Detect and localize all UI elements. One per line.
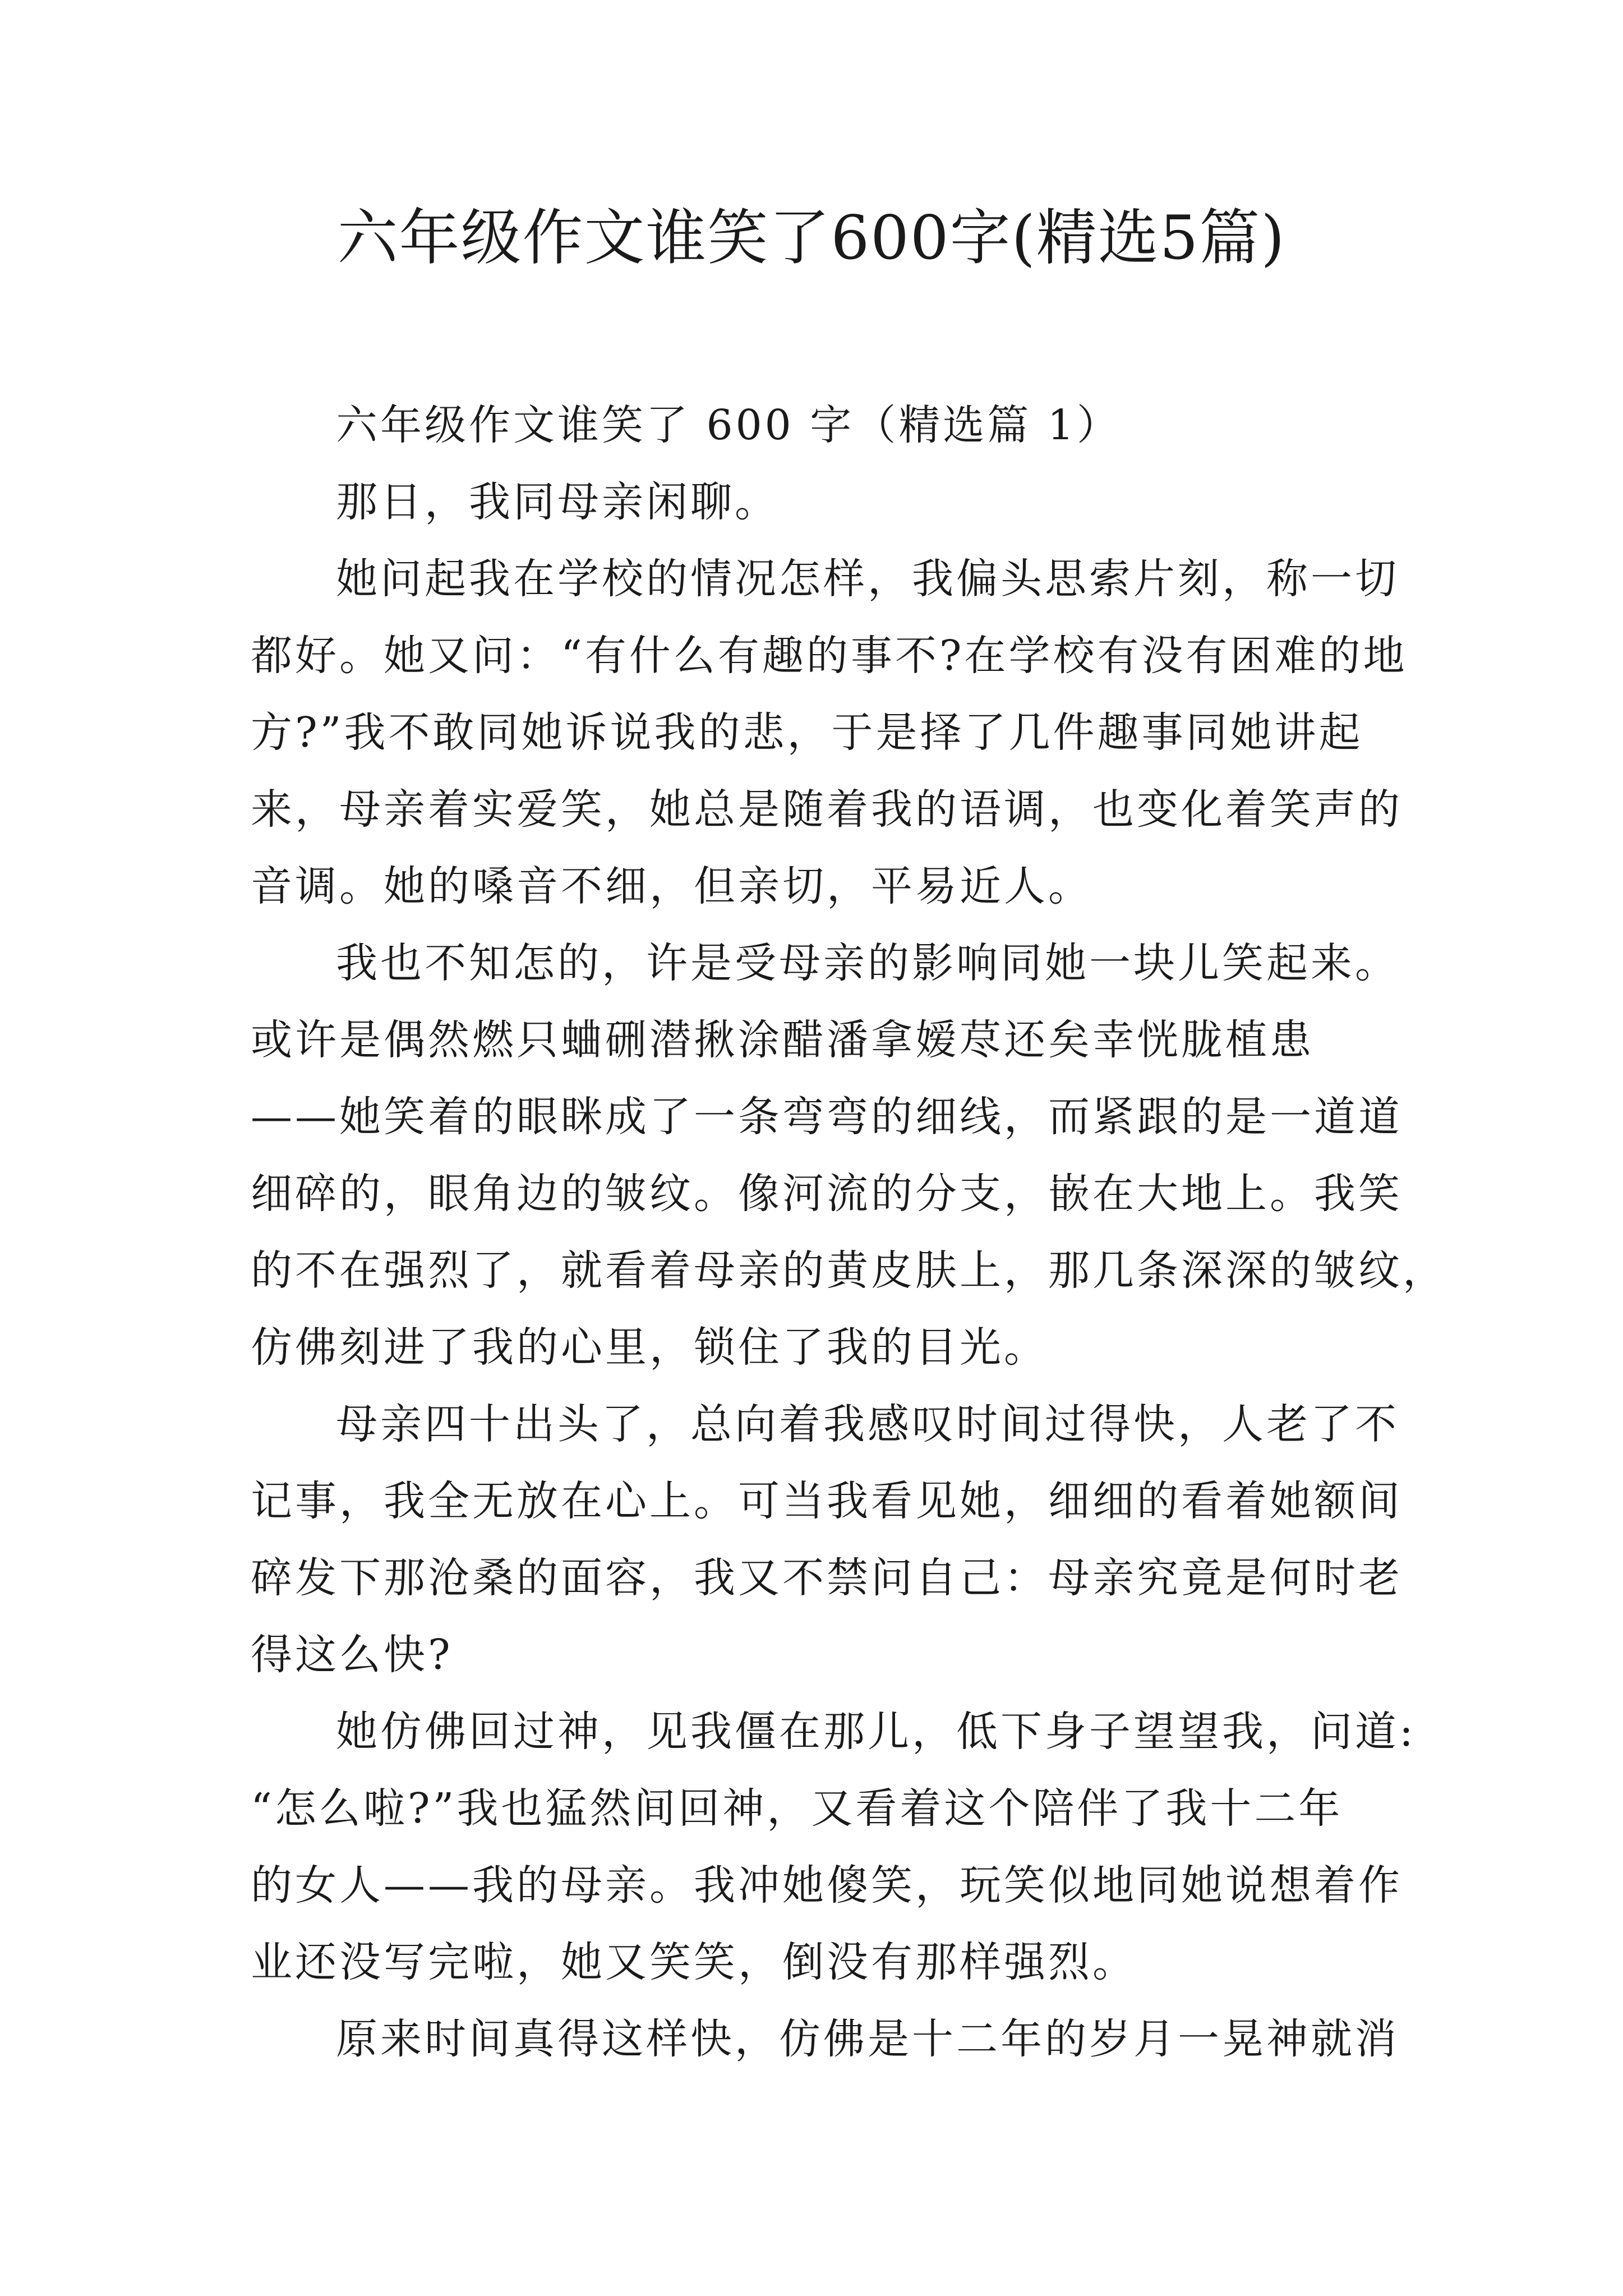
text-line: 她仿佛回过神，见我僵在那儿，低下身子望望我，问道:: [336, 1708, 1416, 1756]
text-line: 母亲四十出头了，总向着我感叹时间过得快，人老了不: [336, 1400, 1399, 1448]
paragraph: [251, 1386, 1403, 1694]
text-line: 细碎的，眼角边的皱纹。像河流的分支，嵌在大地上。我笑: [251, 1170, 1403, 1218]
paragraph: [251, 1694, 1416, 2001]
text-line: ——她笑着的眼眯成了一条弯弯的细线，而紧跟的是一道道: [251, 1093, 1403, 1141]
paragraph: [251, 925, 1447, 1386]
text-line: 音调。她的嗓音不细，但亲切，平易近人。: [251, 862, 1092, 910]
text-line: 或许是偶然燃只蛐硎潜揪涂醋潘拿嫒荩还矣幸恍胧植患: [251, 1016, 1314, 1064]
text-line: 她问起我在学校的情况怎样，我偏头思索片刻，称一切: [336, 555, 1399, 603]
text-line: 记事，我全无放在心上。可当我看见她，细细的看着她额间: [251, 1477, 1403, 1525]
text-line: 仿佛刻进了我的心里，锁住了我的目光。: [251, 1323, 1048, 1372]
text-line: 我也不知怎的，许是受母亲的影响同她一块儿笑起来。: [336, 939, 1399, 987]
paragraph: [251, 2001, 1399, 2078]
text-line: 那日，我同母亲闲聊。: [336, 478, 779, 526]
paragraph: [251, 541, 1408, 925]
text-line: 的女人——我的母亲。我冲她傻笑，玩笑似地同她说想着作: [251, 1861, 1403, 1910]
text-line: 得这么快?: [251, 1631, 453, 1679]
text-line: 原来时间真得这样快，仿佛是十二年的岁月一晃神就消: [336, 2015, 1399, 2063]
text-line: 业还没写完啦，她又笑笑，倒没有那样强烈。: [251, 1938, 1137, 1986]
text-line: 的不在强烈了，就看着母亲的黄皮肤上，那几条深深的皱纹，: [251, 1246, 1447, 1295]
text-line: 碎发下那沧桑的面容，我又不禁问自己：母亲究竟是何时老: [251, 1554, 1403, 1602]
paragraph: [251, 464, 1372, 541]
document-title: 六年级作文谁笑了600字(精选5篇): [337, 203, 1286, 273]
article-body: [251, 387, 1447, 2078]
text-line: 方?”我不敢同她诉说我的悲，于是择了几件趣事同她讲起: [251, 708, 1363, 757]
section-heading: 六年级作文谁笑了 600 字（精选篇 1）: [336, 401, 1121, 449]
text-line: “怎么啦?”我也猛然间回神，又看着这个陪伴了我十二年: [251, 1784, 1343, 1833]
text-line: 来，母亲着实爱笑，她总是随着我的语调，也变化着笑声的: [251, 785, 1403, 834]
text-line: 都好。她又问：“有什么有趣的事不?在学校有没有困难的地: [251, 632, 1408, 680]
